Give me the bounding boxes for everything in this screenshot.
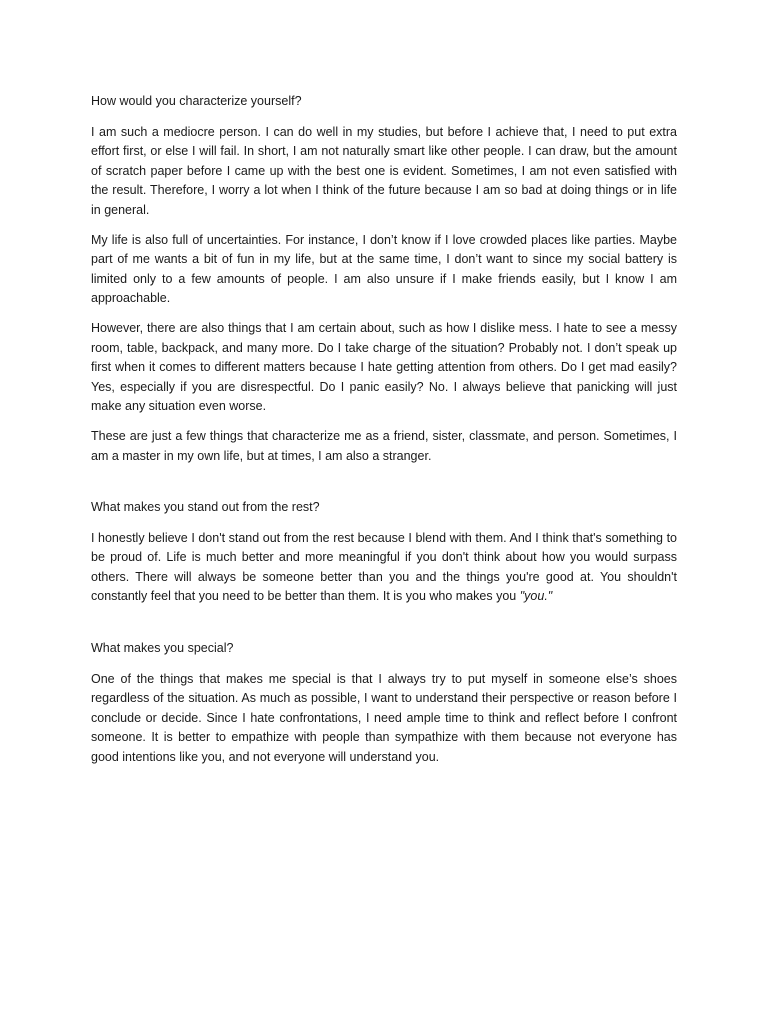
paragraph: However, there are also things that I am certain about, such as how I dislike mess. I hate to see a messy room, table, backpack, and many more. Do I take charge of the situation? Probably not. I don’t speak up first when it comes to different matters because I hate getting attention from others. Do I get mad easily? Yes, especially if you are disrespectful. Do I panic easily? No. I always believe that panicking will just make any situation even worse. xyxy=(91,320,677,414)
question-heading: How would you characterize yourself? xyxy=(91,94,302,108)
section-spacer xyxy=(91,476,677,498)
document-page xyxy=(91,92,677,778)
emphasis-text: "you." xyxy=(519,589,553,604)
section-special xyxy=(91,639,677,768)
paragraph: My life is also full of uncertainties. For instance, I don’t know if I love crowded places like parties. Maybe part of me wants a bit of fun in my life, but at the same time, I don’t want to since my social battery is limited only to a few amounts of people. I am also unsure if I make friends easily, but I know I am approachable. xyxy=(91,232,677,306)
section-characterize xyxy=(91,92,677,466)
paragraph: These are just a few things that characterize me as a friend, sister, classmate, and person. Sometimes, I am a master in my own life, but at times, I am also a stranger. xyxy=(91,428,677,463)
paragraph: I am such a mediocre person. I can do well in my studies, but before I achieve that, I need to put extra effort first, or else I will fail. In short, I am not naturally smart like other people. I can draw, but the amount of scratch paper before I came up with the best one is evident. Sometimes, I am not even satisfied with the result. Therefore, I worry a lot when I think of the future because I am so bad at doing things or in life in general. xyxy=(91,124,677,217)
paragraph xyxy=(91,529,677,607)
paragraph-text: I honestly believe I don't stand out from the rest because I blend with them. And I think that's something to be proud of. Life is much better and more meaningful if you don't think about how you would surpass others. There will always be someone better than you and the things you're good at. You shouldn't constantly feel that you need to be better than them. It is you who makes you xyxy=(91,530,677,604)
paragraph: One of the things that makes me special is that I always try to put myself in someone else’s shoes regardless of the situation. As much as possible, I want to understand their perspective or reason before I conclude or decide. Since I hate confrontations, I need ample time to think and reflect before I confront someone. It is better to empathize with people than sympathize with them because not everyone has good intentions like you, and not everyone will understand you. xyxy=(91,671,677,765)
question-heading: What makes you special? xyxy=(91,641,234,656)
section-spacer xyxy=(91,617,677,639)
section-stand-out xyxy=(91,498,677,607)
question-heading: What makes you stand out from the rest? xyxy=(91,500,320,515)
